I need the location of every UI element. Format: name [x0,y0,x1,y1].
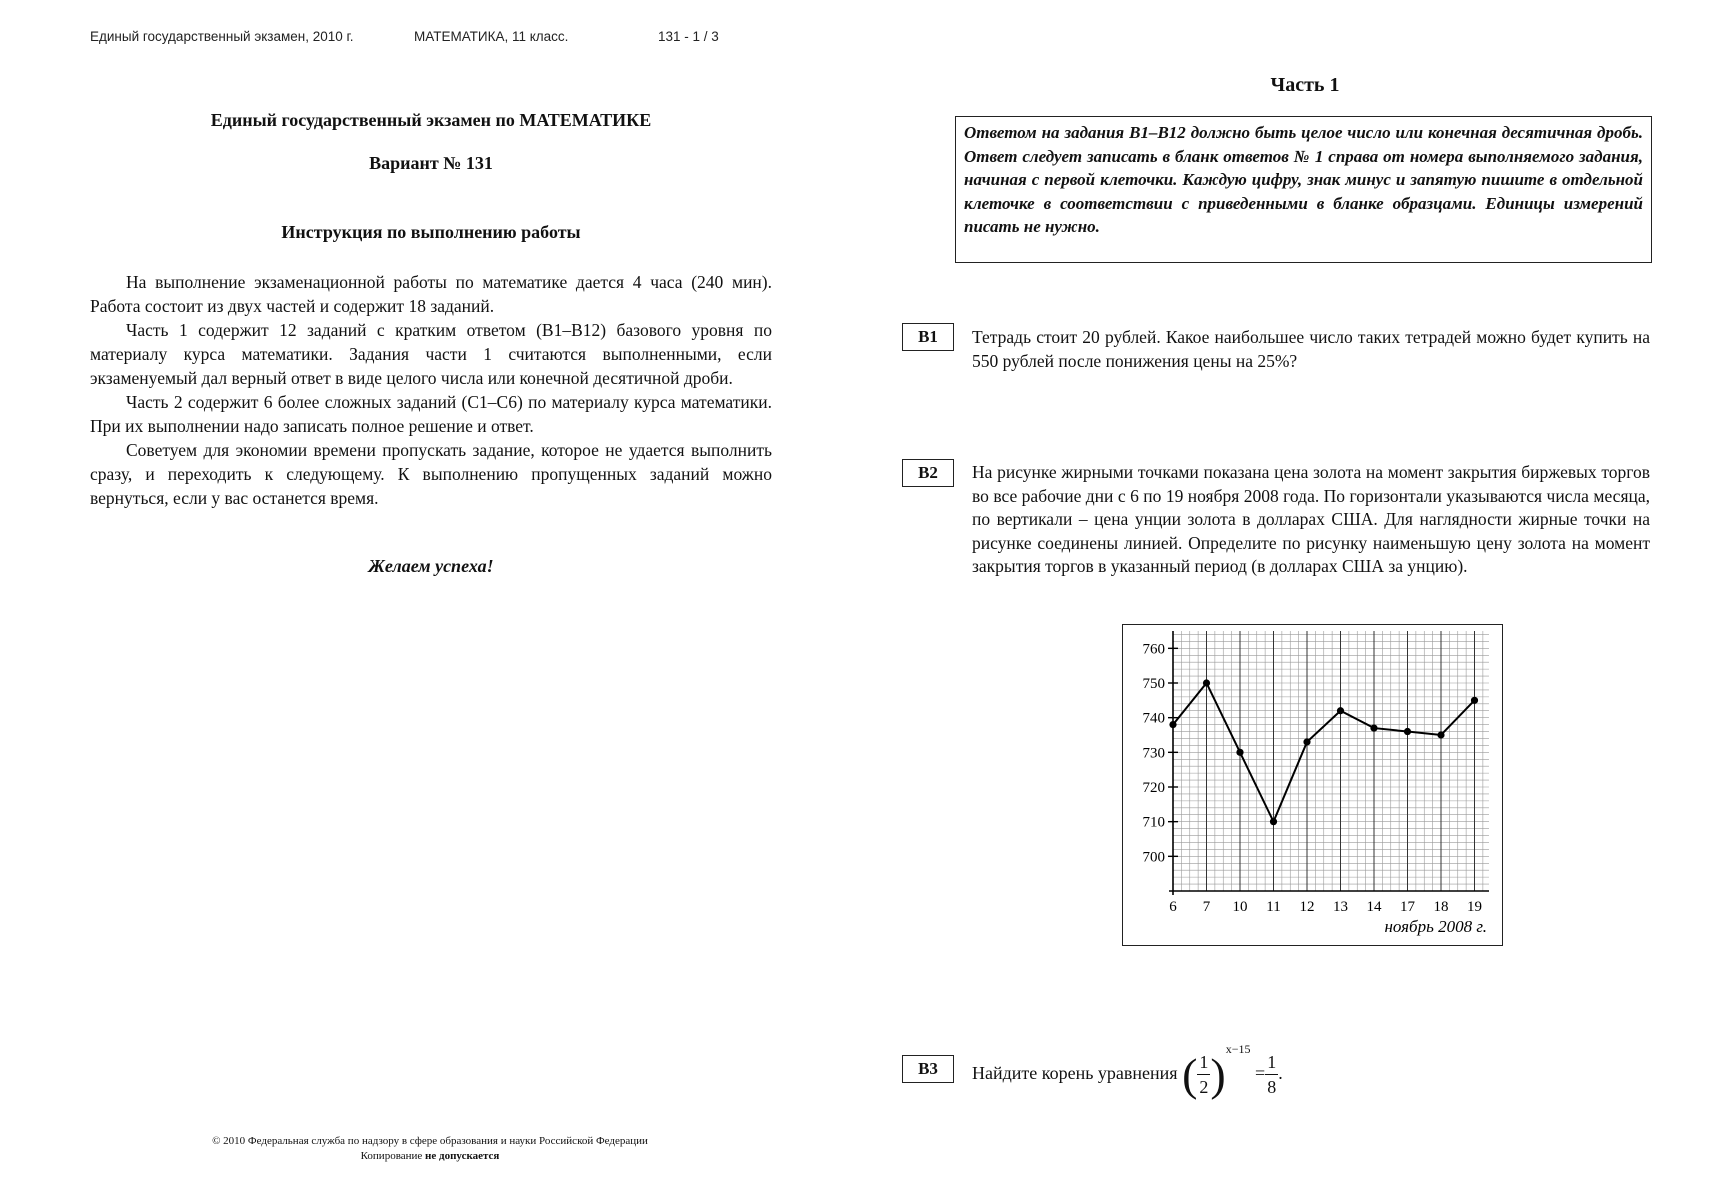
header-page: 131 - 1 / 3 [658,29,719,44]
data-point [1203,679,1210,686]
y-tick-label: 720 [1142,780,1165,796]
base-fraction [1197,1050,1210,1099]
x-tick-label: 6 [1169,899,1177,915]
task-label-b1: В1 [902,323,954,351]
x-tick-label: 7 [1202,899,1211,915]
footer-copy-notice [160,1150,700,1162]
x-tick-label: 10 [1232,899,1248,915]
task-label-b2: В2 [902,459,954,487]
task-text-b1: Тетрадь стоит 20 рублей. Какое наибольшее число таких тетрадей можно будет купить на 550 рублей после понижения цены на 25%? [972,327,1650,371]
exponent: x−15 [1225,1042,1251,1056]
data-point [1169,721,1176,728]
right-paren: ) [1210,1048,1226,1100]
x-axis-label: ноябрь 2008 г. [1384,917,1487,936]
y-tick-label: 740 [1142,710,1165,727]
y-tick-label: 730 [1142,745,1165,762]
y-tick-label: 700 [1142,849,1165,866]
equals-sign: = [1255,1063,1266,1083]
data-point [1270,818,1277,825]
gold-price-chart [1122,624,1503,946]
base-numerator: 1 [1197,1050,1210,1075]
data-point [1303,738,1310,745]
instruction-paragraph: На выполнение экзаменационной работы по математике дается 4 часа (240 мин). Работа состоит из двух частей и содержит 18 заданий. [90,272,772,316]
y-tick-label: 760 [1142,641,1165,658]
footer-copy-prefix: Копирование [360,1150,426,1162]
data-point [1337,707,1344,714]
x-tick-label: 11 [1266,899,1281,915]
data-point [1404,728,1411,735]
equation-end: . [1278,1063,1283,1083]
variant-title: Вариант № 131 [369,153,493,173]
rhs-denominator: 8 [1267,1077,1277,1098]
x-tick-label: 17 [1400,899,1415,915]
x-tick-label: 12 [1299,899,1315,915]
task-label-b3: В3 [902,1055,954,1083]
instruction-title: Инструкция по выполнению работы [281,222,581,242]
x-tick-label: 19 [1467,899,1482,915]
instruction-paragraph: Часть 1 содержит 12 заданий с кратким ответом (В1–В12) базового уровня по материалу курса математики. Задания части 1 считаются выполненными, если экзаменуемый дал верный ответ в виде целого числа или конечной десятичной дроби. [90,320,772,388]
task-text-b2: На рисунке жирными точками показана цена золота на момент закрытия биржевых торгов во все рабочие дни с 6 по 19 ноября 2008 года. По горизонтали указываются числа месяца, по вертикали – цена унции золота в долларах США. Для наглядности жирные точки на рисунке соединены линией. Определите по рисунку наименьшую цену золота на момент закрытия торгов в указанный период (в долларах США за унцию). [972,462,1650,576]
task-text-b3: Найдите корень уравнения [972,1063,1178,1083]
data-point [1236,749,1243,756]
exam-title: Единый государственный экзамен по МАТЕМАТИКЕ [210,110,652,130]
header-exam: Единый государственный экзамен, 2010 г. [90,29,354,44]
footer-copy-bold: не допускается [425,1150,500,1162]
x-tick-label: 18 [1433,899,1449,915]
part-title: Часть 1 [1270,74,1340,96]
footer-copyright: © 2010 Федеральная служба по надзору в сфере образования и науки Российской Федерации [212,1135,648,1147]
wish-text: Желаем успеха! [368,556,494,576]
data-point [1471,697,1478,704]
instruction-body [90,270,772,510]
x-tick-label: 14 [1366,899,1382,915]
left-paren: ( [1182,1048,1198,1100]
equation-line [972,1042,1283,1099]
instruction-paragraph: Советуем для экономии времени пропускать задание, которое не удается выполнить сразу, и переходить к следующему. К выполнению пропущенных заданий можно вернуться, если у вас останется время. [90,440,772,508]
rhs-numerator: 1 [1265,1050,1278,1075]
instruction-paragraph: Часть 2 содержит 6 более сложных заданий (С1–С6) по материалу курса математики. При их выполнении надо записать полное решение и ответ. [90,392,772,436]
header-subject: МАТЕМАТИКА, 11 класс. [414,29,569,44]
y-tick-label: 750 [1142,676,1165,692]
y-tick-label: 710 [1142,814,1165,831]
rhs-fraction [1265,1050,1278,1099]
base-denominator: 2 [1199,1077,1209,1098]
x-tick-label: 13 [1333,899,1348,915]
data-point [1437,731,1444,738]
chart-svg [1123,625,1501,944]
data-point [1370,724,1377,731]
notice-box: Ответом на задания В1–В12 должно быть целое число или конечная десятичная дробь. Ответ следует записать в бланк ответов № 1 справа от номера выполняемого задания, начиная с первой клеточки. Каждую цифру, знак минус и запятую пишите в отдельной клеточке в соответствии с приведенными в бланке образцами. Единицы измерений писать не нужно. [955,116,1652,263]
